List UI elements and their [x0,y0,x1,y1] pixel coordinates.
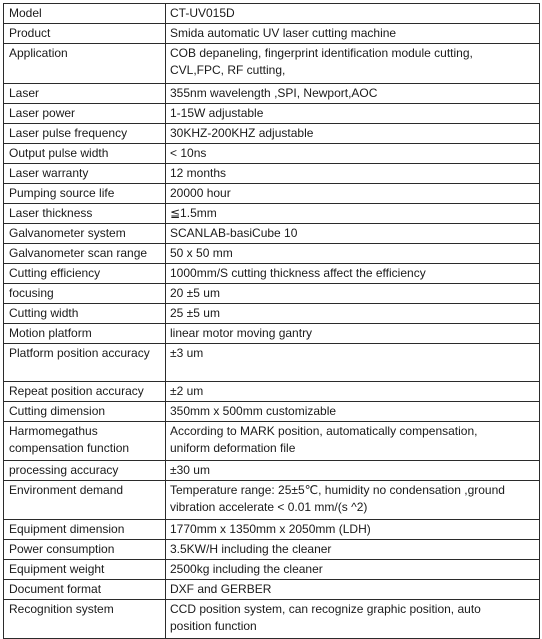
spec-label: processing accuracy [4,461,166,481]
table-row [4,264,540,284]
spec-value [166,24,540,44]
spec-value-line: CT-UV015D [170,6,235,20]
spec-value-line: 2500kg including the cleaner [170,562,323,576]
table-row [4,84,540,104]
spec-value [166,164,540,184]
spec-label: Galvanometer scan range [4,244,166,264]
spec-label: Cutting width [4,304,166,324]
spec-value [166,580,540,600]
table-row [4,204,540,224]
spec-value [166,244,540,264]
spec-label: Recognition system [4,600,166,639]
spec-value-line: CCD position system, can recognize graphic position, auto [170,602,481,616]
spec-value-line: DXF and GERBER [170,582,272,596]
spec-value [166,422,540,461]
table-row [4,4,540,24]
spec-value [166,224,540,244]
spec-value-line: 20 ±5 um [170,286,220,300]
spec-label: Document format [4,580,166,600]
table-row [4,284,540,304]
spec-value-line: 20000 hour [170,186,231,200]
spec-value [166,144,540,164]
spec-value [166,461,540,481]
spec-label: Power consumption [4,540,166,560]
spec-table [3,3,540,639]
spec-value [166,560,540,580]
spec-value-line: CVL,FPC, RF cutting, [170,63,286,77]
spec-value [166,402,540,422]
spec-label: Environment demand [4,481,166,520]
table-row [4,144,540,164]
spec-label: Laser warranty [4,164,166,184]
table-row [4,44,540,84]
spec-value-line: 3.5KW/H including the cleaner [170,542,332,556]
table-row [4,344,540,382]
spec-label: Repeat position accuracy [4,382,166,402]
table-row [4,184,540,204]
spec-label: Model [4,4,166,24]
spec-table-body [4,4,540,639]
spec-value-line: ±3 um [170,346,204,360]
table-row [4,244,540,264]
table-row [4,104,540,124]
spec-label: Cutting efficiency [4,264,166,284]
spec-value [166,344,540,382]
table-row [4,124,540,144]
spec-value-line: 1770mm x 1350mm x 2050mm (LDH) [170,522,371,536]
spec-label: Platform position accuracy [4,344,166,382]
spec-label: Harmomegathus compensation function [4,422,166,461]
spec-value-line: 355nm wavelength ,SPI, Newport,AOC [170,86,378,100]
spec-value-line: COB depaneling, fingerprint identification module cutting, [170,46,473,60]
spec-label: Product [4,24,166,44]
spec-value [166,104,540,124]
spec-value-line: 12 months [170,166,227,180]
spec-value [166,324,540,344]
table-row [4,224,540,244]
table-row [4,324,540,344]
spec-value [166,184,540,204]
spec-label: Laser power [4,104,166,124]
spec-value [166,520,540,540]
table-row [4,481,540,520]
table-row [4,24,540,44]
spec-value-line: uniform deformation file [170,441,296,455]
spec-value [166,540,540,560]
spec-value-line: vibration accelerate < 0.01 mm/(s ^2) [170,500,368,514]
spec-label: Laser [4,84,166,104]
table-row [4,461,540,481]
spec-value [166,264,540,284]
table-row [4,422,540,461]
spec-value-line: Temperature range: 25±5℃, humidity no condensation ,ground [170,483,505,497]
spec-value-line: 350mm x 500mm customizable [170,404,337,418]
spec-value [166,204,540,224]
spec-sheet [3,3,539,639]
spec-value-line: 25 ±5 um [170,306,220,320]
spec-value-line: < 10ns [170,146,207,160]
table-row [4,402,540,422]
spec-value-line: 50 x 50 mm [170,246,233,260]
spec-label: Galvanometer system [4,224,166,244]
table-row [4,382,540,402]
spec-value [166,600,540,639]
spec-label: focusing [4,284,166,304]
spec-value [166,284,540,304]
spec-value [166,124,540,144]
table-row [4,520,540,540]
table-row [4,164,540,184]
spec-value [166,4,540,24]
spec-label: Pumping source life [4,184,166,204]
spec-value-line: linear motor moving gantry [170,326,313,340]
spec-value-line: ≦1.5mm [170,206,217,220]
spec-label: Equipment weight [4,560,166,580]
spec-label: Motion platform [4,324,166,344]
spec-value [166,44,540,84]
table-row [4,540,540,560]
spec-value-line: position function [170,619,257,633]
spec-value-line: Smida automatic UV laser cutting machine [170,26,397,40]
table-row [4,304,540,324]
table-row [4,560,540,580]
spec-value [166,84,540,104]
spec-value [166,481,540,520]
spec-value [166,304,540,324]
spec-label: Application [4,44,166,84]
spec-value-line: ±2 um [170,384,204,398]
spec-value [166,382,540,402]
spec-label: Laser pulse frequency [4,124,166,144]
table-row [4,600,540,639]
spec-value-line: 1-15W adjustable [170,106,264,120]
spec-label: Equipment dimension [4,520,166,540]
spec-label: Laser thickness [4,204,166,224]
table-row [4,580,540,600]
spec-label: Cutting dimension [4,402,166,422]
spec-value-line: 30KHZ-200KHZ adjustable [170,126,314,140]
spec-value-line: 1000mm/S cutting thickness affect the efficiency [170,266,426,280]
spec-value-line: SCANLAB-basiCube 10 [170,226,298,240]
spec-value-line: ±30 um [170,463,210,477]
spec-value-line: According to MARK position, automatically compensation, [170,424,478,438]
spec-label: Output pulse width [4,144,166,164]
